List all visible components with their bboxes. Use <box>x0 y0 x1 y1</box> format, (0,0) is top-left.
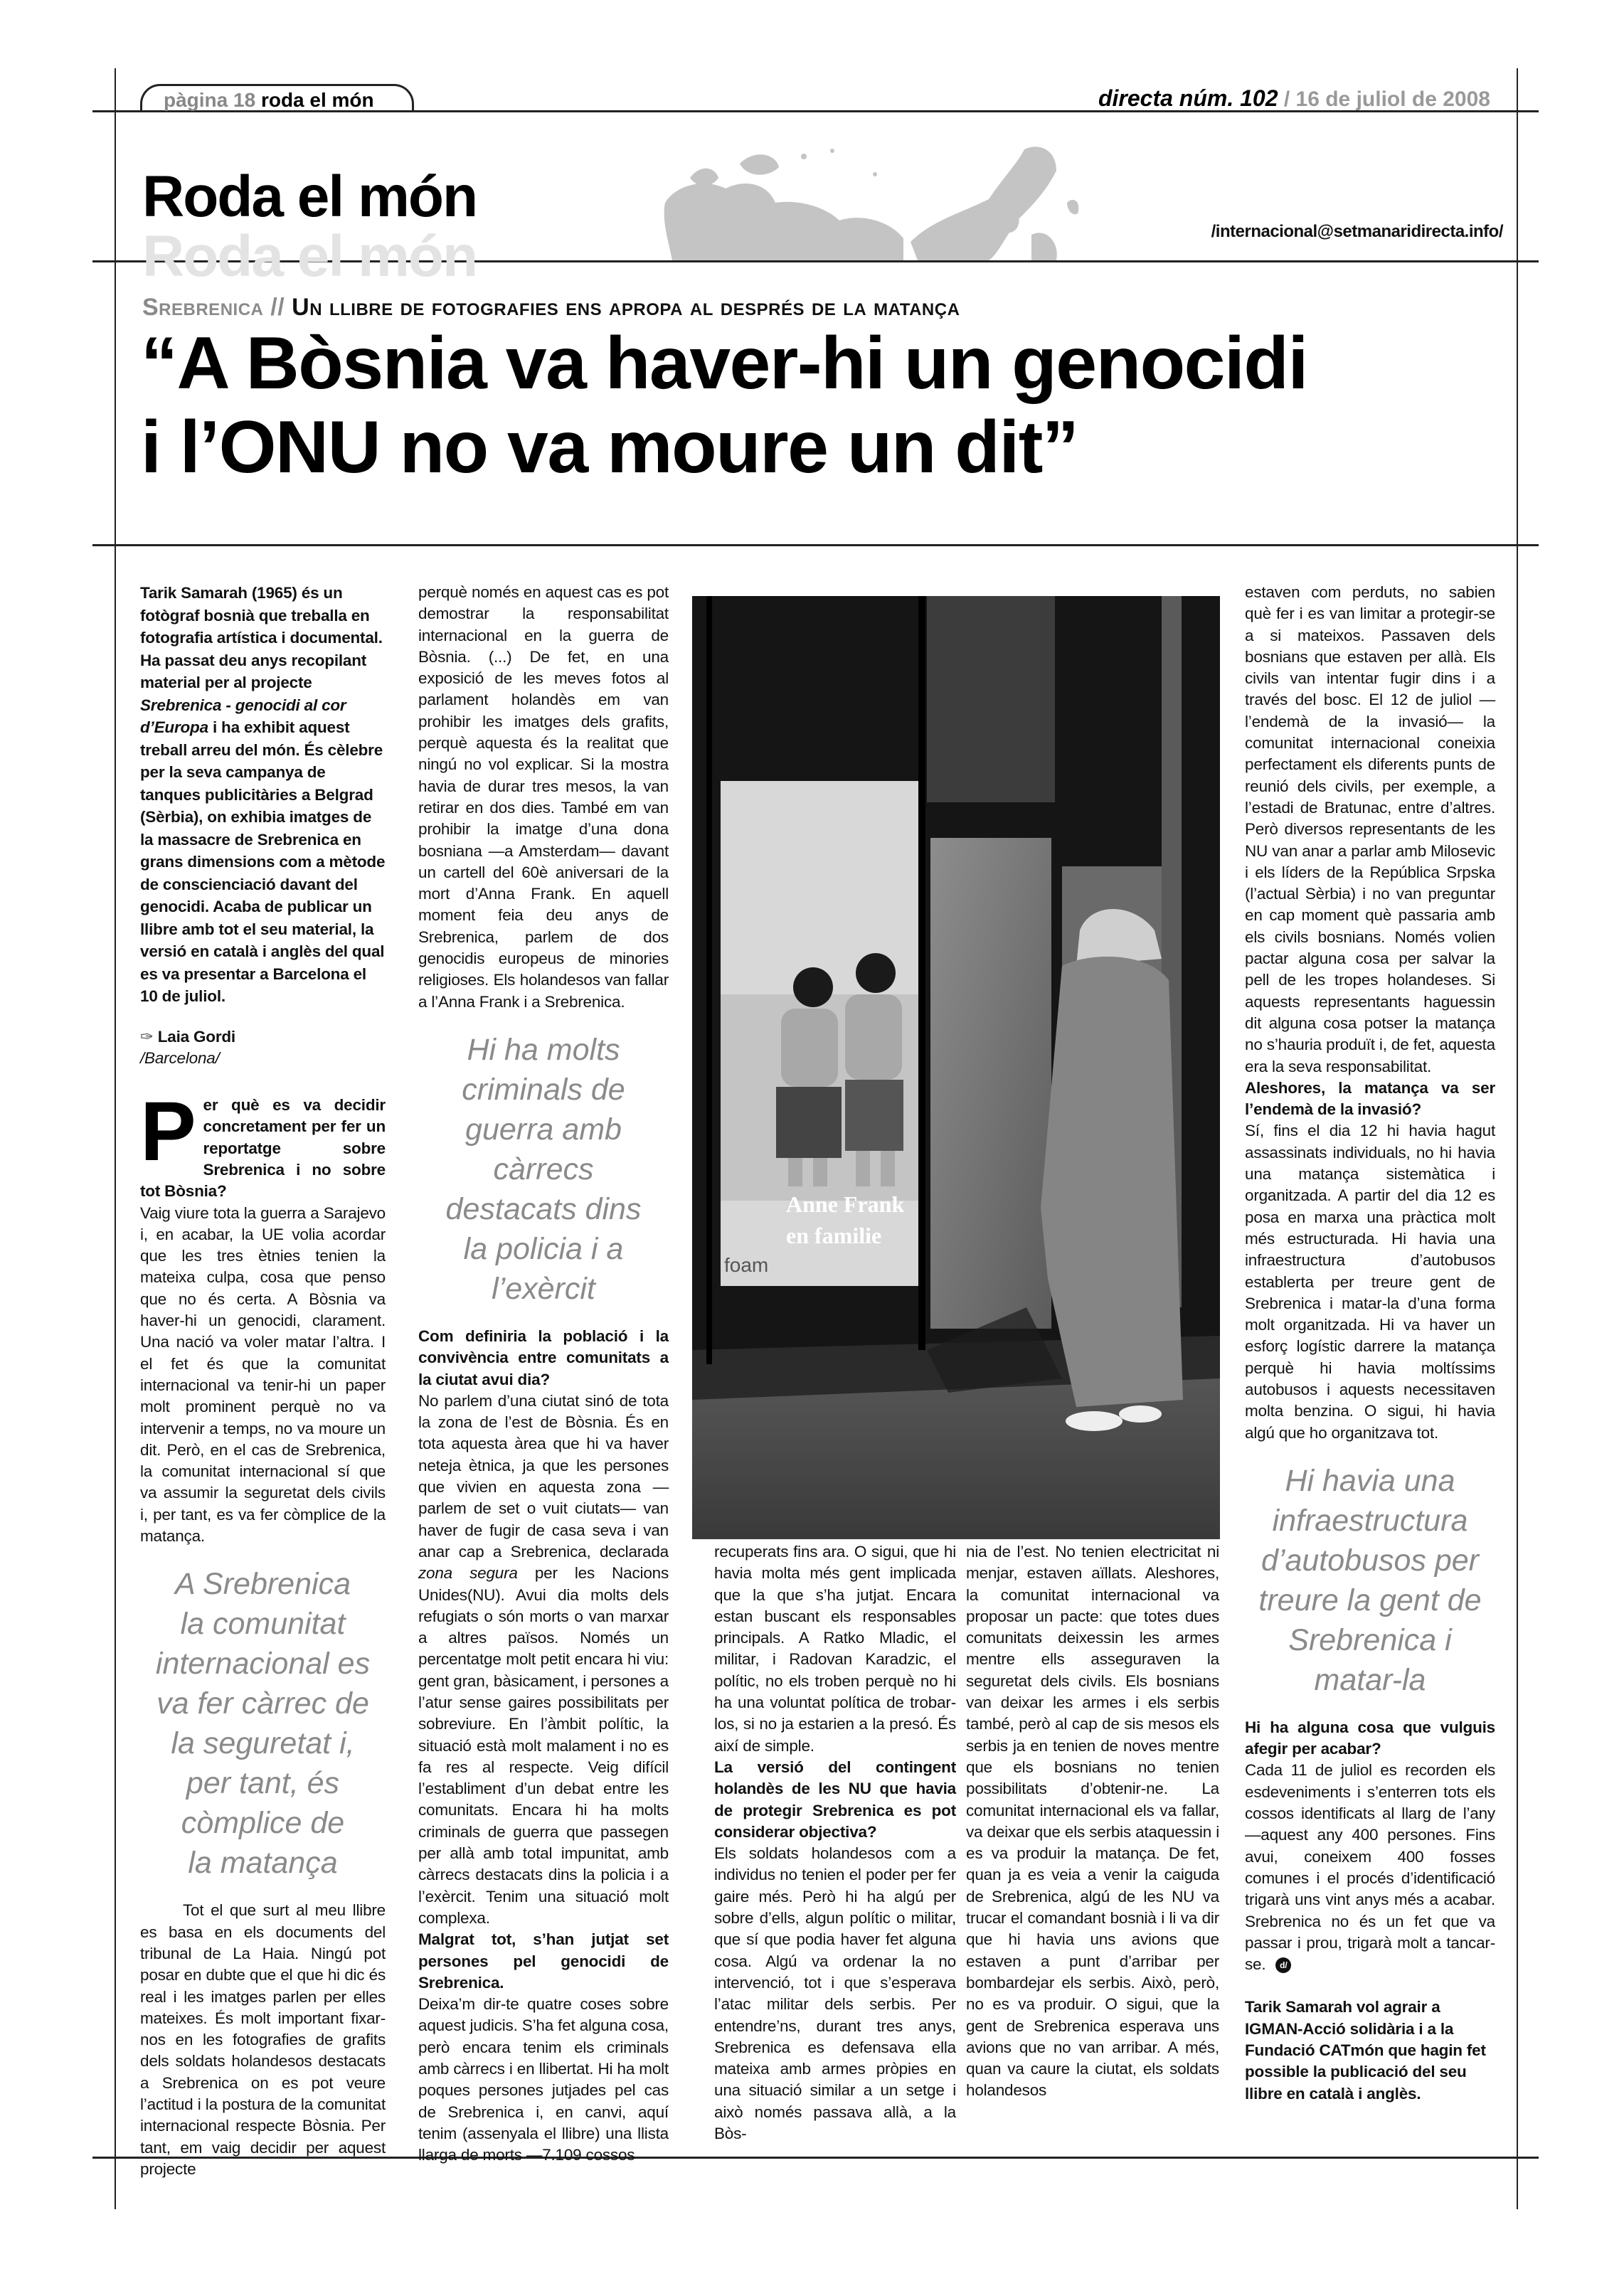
answer-6-text: Cada 11 de juliol es recorden els esdeveniments i s’enterren tots els cossos identificats al llarg de l’any —aquest any 400 persones. Fins avui, coneixem 400 fosses comunes i el procés d’identificació trigarà uns vint anys més a acabar. Srebrenica no és un fet que va passar i prou, trigarà molt a tancar-se. <box>1245 1761 1495 1974</box>
world-map-graphic <box>662 135 1224 260</box>
issue-date: / 16 de juliol de 2008 <box>1283 87 1490 111</box>
section-title-shadow: Roda el món <box>142 224 477 289</box>
column-5 <box>1245 582 1495 2105</box>
pullquote-line: Srebrenica i <box>1288 1622 1452 1657</box>
pullquote-line: la seguretat i, <box>171 1726 355 1761</box>
article-photo <box>692 596 1220 1539</box>
pullquote-line: per tant, és <box>186 1766 340 1801</box>
pullquote-line: còmplice de <box>181 1806 345 1841</box>
pullquote-line: Hi havia una <box>1285 1463 1455 1498</box>
headline-line-1: “A Bòsnia va haver-hi un genocidi <box>141 322 1307 405</box>
intro-text-end: i ha exhibit aquest treball arreu del món. És cèlebre per la seva campanya de tanques publicitàries a Belgrad (Sèrbia), on exhibia imatges de la massacre de Srebrenica en grans dimensions com a mètode de conscienciació davant del genocidi. Acaba de publicar un llibre amb tot el seu material, la versió en català i anglès del qual es va presentar a Barcelona el 10 de juliol. <box>140 718 386 1005</box>
poster-subtitle: en familie <box>786 1223 882 1248</box>
pullquote-line: matar-la <box>1314 1662 1426 1697</box>
column-5-bottom <box>1245 1717 1495 2105</box>
pullquote-line: infraestructura <box>1272 1503 1468 1538</box>
drop-cap: P <box>140 1085 196 1179</box>
issue-info <box>1098 84 1490 114</box>
pullquote-line: criminals de <box>462 1072 625 1107</box>
column-2-bottom <box>418 1326 669 2167</box>
column-2-text: perquè només en aquest cas es pot demostrar la responsabilitat internacional en la guerra de Bòsnia. (...) De fet, en una exposició de les meves fotos al parlament holandès em van prohibir les imatges dels grafits, perquè aquesta és la realitat que ningú no vol explicar. Si la mostra havia de durar tres mesos, la van retirar en dos dies. També em van prohibir la imatge d’una dona bosniana —a Amsterdam— davant un cartell del 60è aniversari de la mort d’Anna Frank. En aquell moment feia deu anys de Srebrenica, parlem de dos genocidis europeus de minories religioses. Els holandesos van fallar a l’Anna Frank i a Srebrenica. <box>418 583 669 1011</box>
pullquote-line: A Srebrenica <box>175 1567 351 1602</box>
acknowledgement: Tarik Samarah vol agrair a IGMAN-Acció solidària i a la Fundació CATmón que hagin fet possible la publicació del seu llibre en català i anglès. <box>1245 1998 1486 2103</box>
issue-number: directa núm. 102 <box>1098 85 1278 111</box>
column-5-text: estaven com perduts, no sabien què fer i es van limitar a protegir-se a si mateixos. Passaven dels bosnians que estaven per allà. Els civils van intentar fugir dins i a través del bosc. El 12 de juliol —l’endemà de la invasió— la comunitat internacional coneixia perfectament els diferents punts de reunió dels civils, per exemple, a l’estadi de Bratunac, entre d’altres. Però diversos representants de les NU van anar a parlar amb Milosevic i els líders de la República Srpska (l’actual Sèrbia) i no van preguntar en cap moment què passaria amb els civils bosnians. Només volien pactar alguna cosa per salvar la pell de les tropes holandeses. Si aquests representants haguessin dit alguna cosa potser la matança no s’hauria produït i, de fet, aquesta era la seva responsabilitat. <box>1245 583 1495 1075</box>
article-intro <box>140 582 386 1008</box>
woman-coat <box>1041 957 1183 1407</box>
byline-author: Laia Gordi <box>157 1027 235 1046</box>
kicker-text: Un llibre de fotografies ens apropa al després de la matança <box>292 294 960 321</box>
right-page-rule <box>1517 68 1518 2209</box>
byline-location: /Barcelona/ <box>140 1048 220 1067</box>
article-headline <box>141 321 1307 489</box>
page-number: pàgina 18 <box>164 89 256 111</box>
column-4-text: nia de l’est. No tenien electricitat ni menjar, estaven aïllats. Aleshores, la comunitat internacional va proposar un pacte: que totes dues comunitats deixessin les armes mentre ells asseguraven la seguretat dels civils. Els bosnians van deixar les armes i els serbis també, però al cap de sis mesos els serbis ja en tenien de noves mentre que els bosnians no tenien possibilitats d’obtenir-ne. La comunitat internacional els va fallar, va deixar que els serbis ataquessin i es va produir la matança. De fet, quan ja es veia a venir la caiguda de Srebrenica, algú de les NU va trucar el comandant bosnià i li va dir que hi havia uns avions que estaven a punt d’arribar per bombardejar els serbis. Això, però, no es va produir. O sigui, que la gent de Srebrenica esperava uns avions que no van arribar. A més, quan va caure la ciutat, els soldats holandesos <box>966 1543 1219 2100</box>
pullquote-line: guerra amb <box>465 1112 622 1147</box>
pullquote-line: la policia i a <box>463 1231 624 1266</box>
question-4: La versió del contingent holandès de les NU que havia de protegir Srebrenica es pot considerar objectiva? <box>714 1758 956 1841</box>
question-5: Aleshores, la matança va ser l’endemà de la invasió? <box>1245 1078 1495 1119</box>
answer-4: Els soldats holandesos com a individus no tenien el poder per fer gaire més. Però hi ha algú per sobre d’ells, algun polític o militar, que sí que podia haver fet alguna cosa. Algú va ordenar la no intervenció, tot i que s’esperava l’atac militar dels serbis. Per entendre’ns, durant tres anys, Srebrenica es defensava ella mateixa amb armes pròpies en una situació similar a un setge i això només passava allà, a la Bòs- <box>714 1844 956 2143</box>
column-4 <box>966 1541 1219 2102</box>
question-6: Hi ha alguna cosa que vulguis afegir per acabar? <box>1245 1718 1495 1758</box>
pullquote-2 <box>418 1030 669 1309</box>
kicker-tag: Srebrenica // <box>142 294 285 321</box>
headline-rule <box>92 544 1539 546</box>
answer-2 <box>418 1391 669 1929</box>
pullquote-line: va fer càrrec de <box>156 1686 369 1721</box>
pullquote-line: la comunitat <box>180 1607 346 1642</box>
pullquote-1 <box>140 1564 386 1883</box>
byline <box>140 1026 386 1048</box>
intro-text: Tarik Samarah (1965) és un fotògraf bosnià que treballa en fotografia artística i documental. Ha passat deu anys recopilant material per al projecte <box>140 584 383 691</box>
answer-2-text-end: per les Nacions Unides(NU). Avui dia molts dels refugiats o són morts o van marxar a altres països. Només un percentatge molt petit encara hi viu: gent gran, bàsicament, i persones a l’atur sense gaires possibilitats per sobreviure. En l’àmbit polític, la situació està molt malament i no es fa res al respecte. Veig difícil l’establiment d’un debat entre les comunitats. Encara hi ha molts criminals de guerra que passegen per allà amb total impunitat, amb càrrecs destacats dins la policia i a l’exèrcit. Tenim una situació molt complexa. <box>418 1564 669 1927</box>
answer-3: Deixa’m dir-te quatre coses sobre aquest judicis. S’ha fet alguna cosa, però encara tenim els criminals amb càrrecs i en llibertat. Hi ha molt poques persones jutjades pel cas de Srebrenica i, en canvi, aquí tenim (assenyala el llibre) una llista llarga de morts —7.109 cossos <box>418 1995 669 2164</box>
pullquote-line: la matança <box>188 1846 338 1881</box>
column-1 <box>140 582 386 2180</box>
answer-1-continued: Tot el que surt al meu llibre es basa en els documents del tribunal de La Haia. Ningú pot posar en dubte que el que hi dic és real i les imatges parlen per elles mateixes. És molt important fixar-nos en les fotografies de grafits dels soldats holandesos destacats a Srebrenica on es pot veure l’actitud i la postura de la comunitat internacional respecte Bòsnia. Per tant, em vaig decidir per aquest projecte <box>140 1901 386 2178</box>
answer-6 <box>1245 1760 1495 1975</box>
pullquote-line: càrrecs <box>493 1152 594 1186</box>
page-tab <box>140 84 414 112</box>
pullquote-line: Hi ha molts <box>467 1032 620 1067</box>
column-2-top <box>418 582 669 1013</box>
answer-1: Vaig viure tota la guerra a Sarajevo i, en acabar, la UE volia acordar que les tres ètnies tenien la mateixa culpa, cosa que penso que no és certa. A Bòsnia va haver-hi un genocidi, clarament. Una nació va voler matar l’altra. I el fet és que la comunitat internacional va tenir-hi un paper molt prominent perquè no va intervenir a temps, no va moure un dit. Però, en el cas de Srebrenica, la comunitat internacional sí que va assumir la seguretat dels civils i, per tant, es va fer còmplice de la matança. <box>140 1203 386 1546</box>
section-title: Roda el món <box>142 164 477 229</box>
poster-logo: foam <box>724 1254 769 1276</box>
article-kicker <box>142 293 960 321</box>
section-email-link[interactable]: /internacional@setmanaridirecta.info/ <box>1211 222 1503 241</box>
pen-icon: ✑ <box>140 1027 154 1046</box>
pullquote-line: destacats dins <box>445 1191 642 1226</box>
question-3: Malgrat tot, s’han jutjat set persones pel genocidi de Srebrenica. <box>418 1930 669 1992</box>
section-label: roda el món <box>260 89 374 111</box>
answer-5: Sí, fins el dia 12 hi havia hagut assassinats individuals, no hi havia una matança sistemàtica i organitzada. A partir del dia 12 es posa en marxa una pràctica molt més estructurada. Hi havia una infraestructura d’autobusos establerta per treure gent de Srebrenica i matar-la d’una forma molt organitzada. Hi va haver un esforç logístic darrere la matança perquè hi havia moltíssims autobusos i aquests necessitaven molta benzina. O sigui, hi havia algú que ho organitzava tot. <box>1245 1122 1495 1442</box>
pullquote-line: internacional es <box>155 1647 371 1681</box>
headline-line-2: i l’ONU no va moure un dit” <box>141 406 1078 489</box>
column-3 <box>714 1541 956 2144</box>
pullquote-line: l’exèrcit <box>492 1271 595 1306</box>
left-page-rule <box>115 68 116 2209</box>
question-1-text: er què es va decidir concretament per fer un reportatge sobre Srebrenica i no sobre tot Bòsnia? <box>140 1096 386 1201</box>
column-3-text: recuperats fins ara. O sigui, que hi havia molta més gent implicada que la que s’ha jutjat. Encara estan buscant els responsables principals. A Ratko Mladic, el militar, i Radovan Karadzic, el polític, no els troben perquè no hi ha una voluntat política de trobar-los, si no ja estarien a la presó. És així de simple. <box>714 1543 956 1755</box>
column-1-top <box>140 582 386 1547</box>
pullquote-3 <box>1245 1461 1495 1700</box>
column-1-bottom <box>140 1900 386 2180</box>
question-1 <box>140 1085 386 1202</box>
pullquote-line: d’autobusos per <box>1261 1543 1479 1578</box>
book-title: Srebrenica - genocidi al cor d’Europa <box>140 696 346 736</box>
question-2: Com definiria la població i la convivència entre comunitats a la ciutat avui dia? <box>418 1327 669 1388</box>
answer-2-text: No parlem d’una ciutat sinó de tota la zona de l’est de Bòsnia. És en tota aquesta àrea que hi va haver neteja ètnica, ja que les persones que vivien en aquesta zona —parlem de set o vuit ciutats— van haver de fugir de casa seva i van anar cap a Srebrenica, declarada <box>418 1391 669 1561</box>
end-of-article-icon: d/ <box>1275 1957 1291 1973</box>
column-5-top <box>1245 582 1495 1444</box>
pullquote-line: treure la gent de <box>1258 1583 1482 1617</box>
answer-2-emphasis: zona segura <box>418 1564 518 1583</box>
column-2 <box>418 582 669 2167</box>
poster-title: Anne Frank <box>786 1191 905 1217</box>
